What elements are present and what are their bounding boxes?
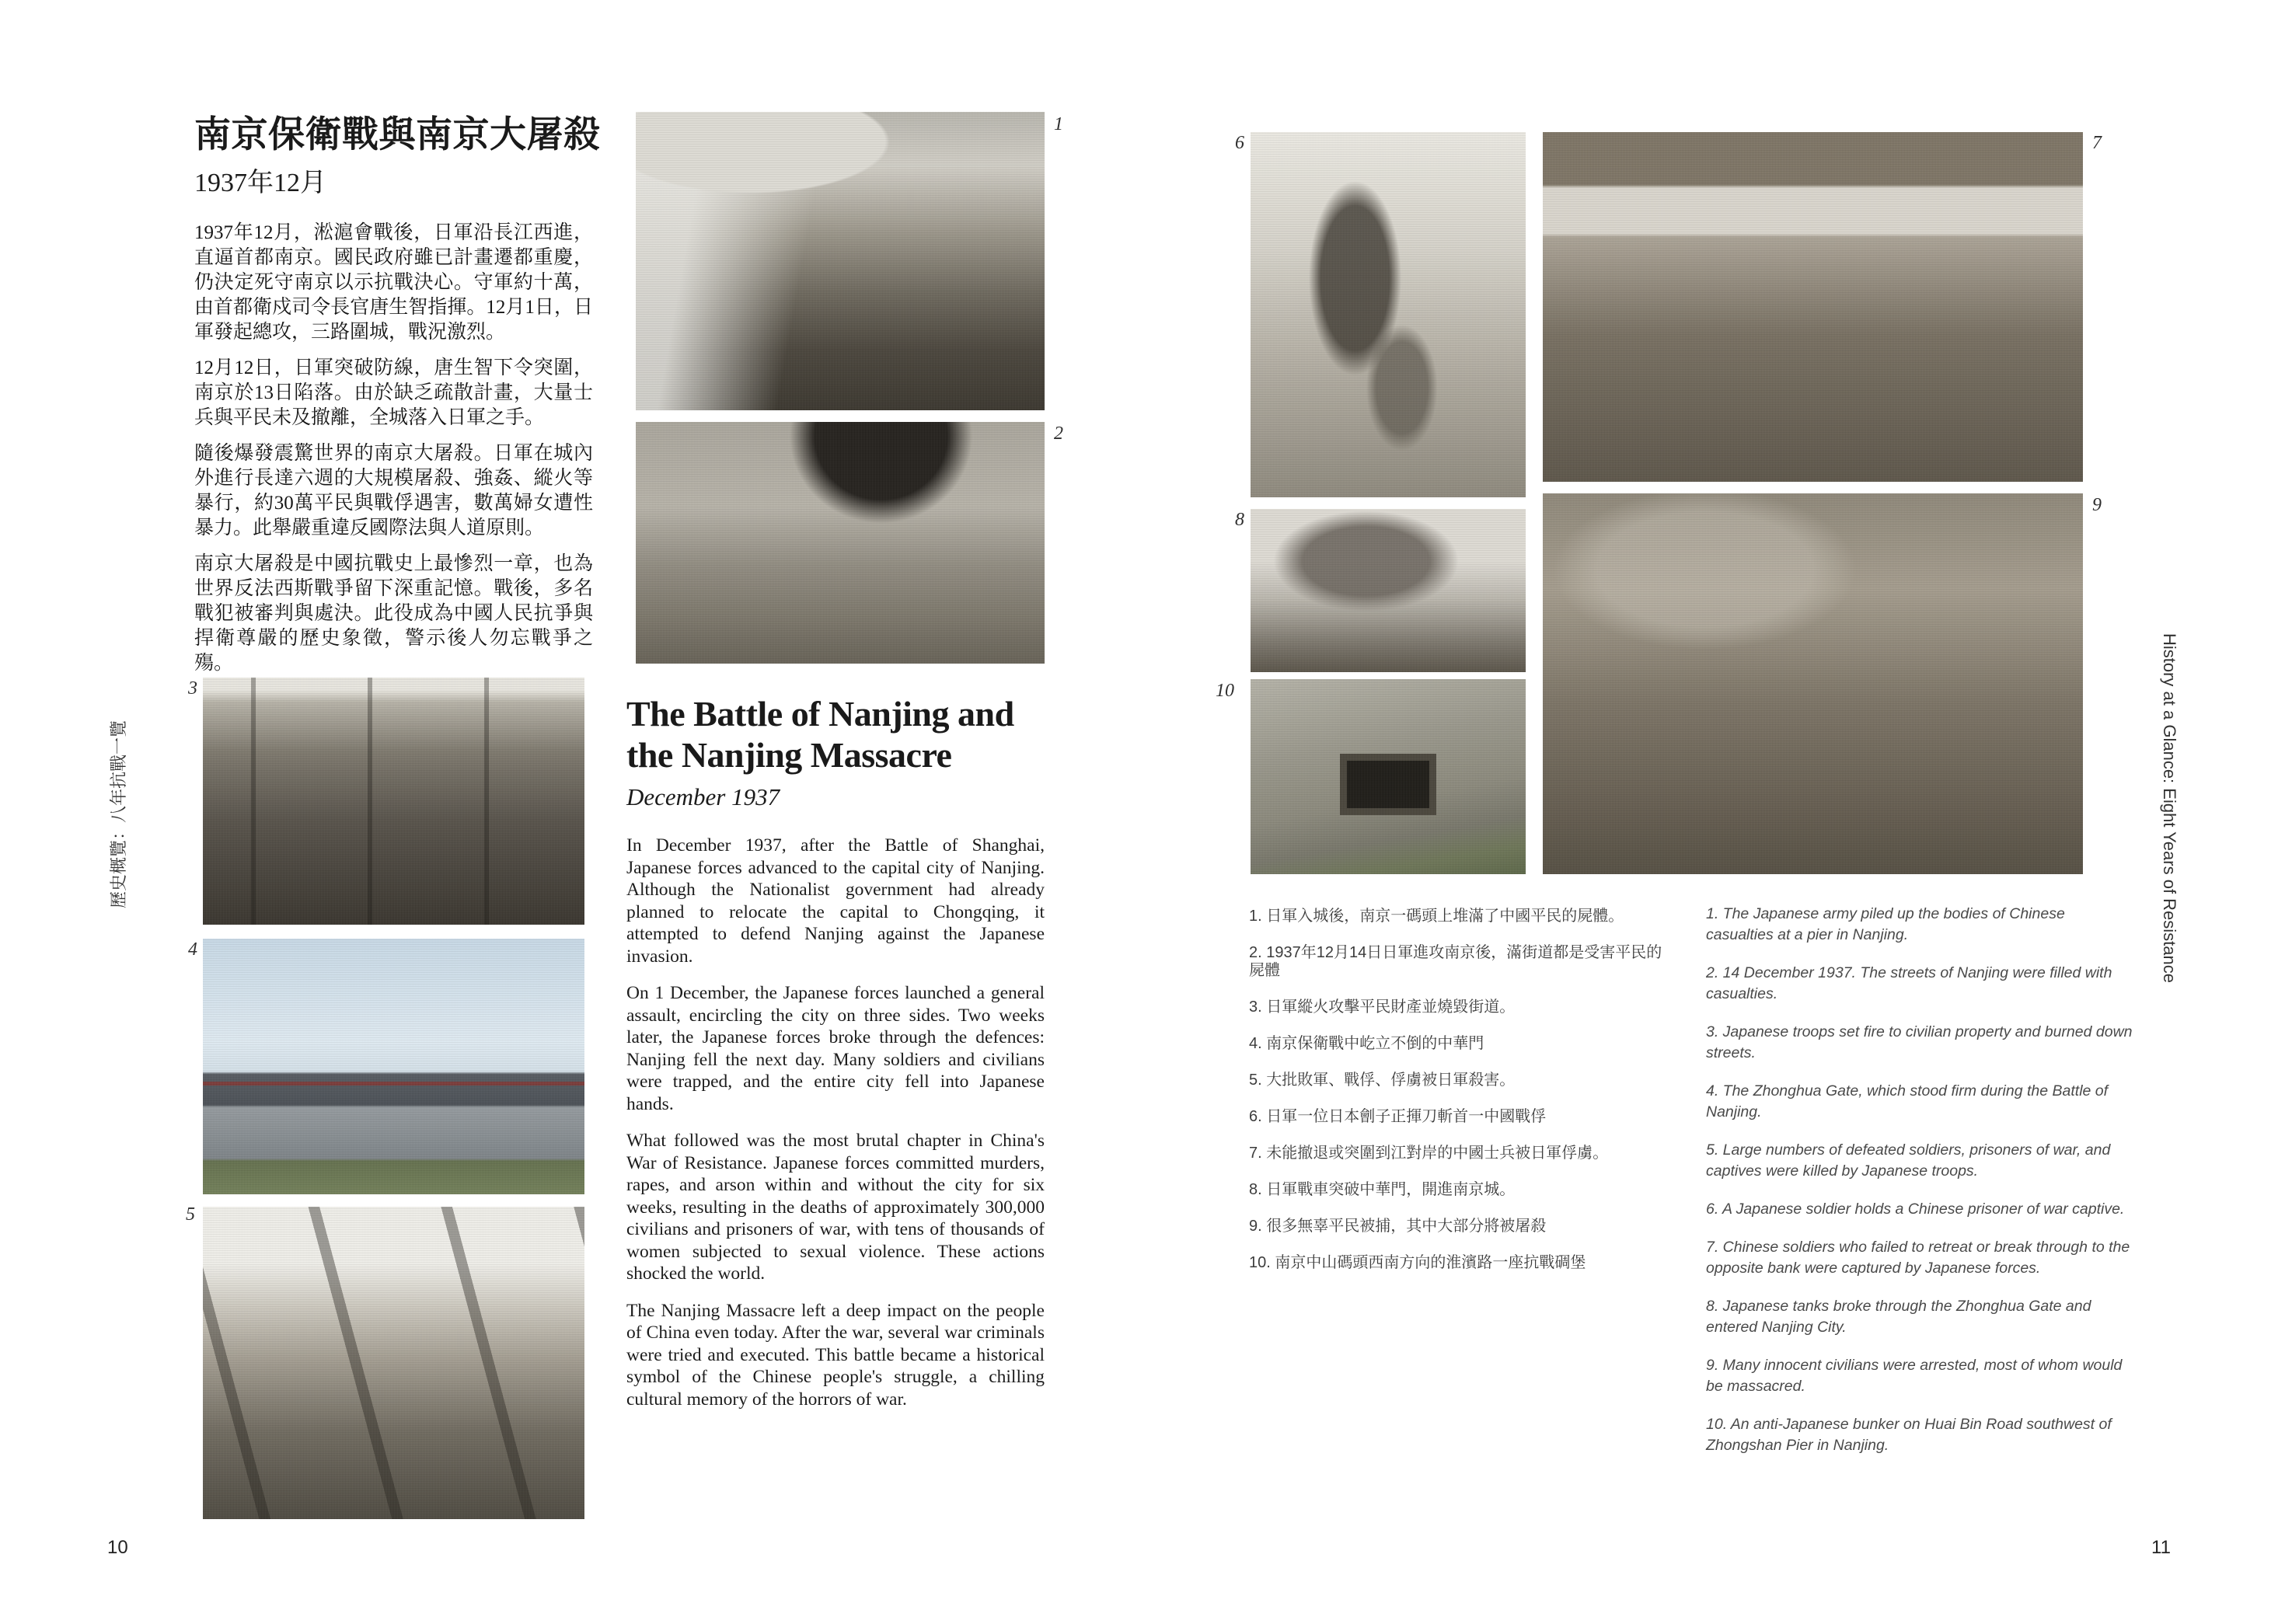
- caption-list-english: [1706, 904, 2135, 1473]
- caption-en: 1. The Japanese army piled up the bodies of Chinese casualties at a pier in Nanjing.: [1706, 905, 2065, 943]
- photo-9-arrested-civilians: [1543, 493, 2083, 874]
- caption-cn: 2. 1937年12月14日日軍進攻南京後，滿街道都是受害平民的屍體: [1249, 944, 1662, 979]
- photo-2-streets-casualties: [636, 422, 1045, 664]
- photo-1-pier-casualties: [636, 112, 1045, 410]
- photo-10-anti-japanese-bunker: [1251, 679, 1526, 874]
- caption-en: 2. 14 December 1937. The streets of Nanjing were filled with casualties.: [1706, 964, 2112, 1002]
- caption-en: 3. Japanese troops set fire to civilian property and burned down streets.: [1706, 1023, 2133, 1061]
- photo-label-10: 10: [1216, 681, 1234, 701]
- photo-3-burned-streets: [203, 678, 584, 925]
- en-paragraph: The Nanjing Massacre left a deep impact on the people of China even today. After the war, several war criminals were tried and executed. This battle became a historical symbol of the Chinese people's struggle, a chilling cultural memory of the horrors of war.: [626, 1300, 1045, 1410]
- chinese-article: [194, 115, 601, 687]
- cn-paragraph: 1937年12月，淞滬會戰後，日軍沿長江西進，直逼首都南京。國民政府雖已計畫遷都重慶，仍決定死守南京以示抗戰決心。守軍約十萬，由首都衛戍司令長官唐生智指揮。12月1日，日軍發起總攻，三路圍城，戰況激烈。: [194, 221, 593, 343]
- caption-en: 10. An anti-Japanese bunker on Huai Bin Road southwest of Zhongshan Pier in Nanjing.: [1706, 1416, 2112, 1454]
- photo-label-3: 3: [188, 678, 197, 699]
- photo-7-captured-soldiers-crowd: [1543, 132, 2083, 482]
- photo-label-4: 4: [188, 939, 197, 960]
- photo-8-tanks-through-gate: [1251, 509, 1526, 672]
- chinese-body: [194, 221, 593, 676]
- english-body: [626, 835, 1045, 1410]
- title-line-1: The Battle of Nanjing and: [626, 694, 1014, 734]
- caption-en: 9. Many innocent civilians were arrested, most of whom would be massacred.: [1706, 1357, 2123, 1395]
- cn-paragraph: 隨後爆發震驚世界的南京大屠殺。日軍在城內外進行長達六週的大規模屠殺、強姦、縱火等暴行，約30萬平民與戰俘遇害，數萬婦女遭性暴力。此舉嚴重違反國際法與人道原則。: [194, 442, 593, 538]
- caption-cn: 5. 大批敗軍、戰俘、俘虜被日軍殺害。: [1249, 1072, 1516, 1089]
- caption-en: 6. A Japanese soldier holds a Chinese prisoner of war captive.: [1706, 1201, 2125, 1218]
- photo-5-killed-prisoners: [203, 1207, 584, 1519]
- caption-en: 4. The Zhonghua Gate, which stood firm during the Battle of Nanjing.: [1706, 1082, 2109, 1120]
- caption-cn: 10. 南京中山碼頭西南方向的淮濱路一座抗戰碉堡: [1249, 1254, 1586, 1271]
- sidebar-vertical-right: History at a Glance: Eight Years of Resistance: [2160, 633, 2179, 983]
- caption-list-chinese: [1249, 908, 1675, 1291]
- en-paragraph: In December 1937, after the Battle of Shanghai, Japanese forces advanced to the capital city of Nanjing. Although the Nationalist government had already planned to relocate the capital to Chongqing, it attempted to defend Nanjing against the Japanese invasion.: [626, 835, 1045, 967]
- photo-label-7: 7: [2092, 133, 2102, 153]
- caption-en: 8. Japanese tanks broke through the Zhonghua Gate and entered Nanjing City.: [1706, 1298, 2091, 1336]
- title-line-2: the Nanjing Massacre: [626, 735, 952, 775]
- photo-label-2: 2: [1054, 423, 1063, 444]
- sidebar-vertical-left: 歷史概覽：八年抗戰一覽: [109, 720, 128, 909]
- en-paragraph: On 1 December, the Japanese forces launched a general assault, encircling the city on three sides. Two weeks later, the Japanese forces broke through the defences: Nanjing fell the next day. Many soldiers and civilians were trapped, and the entire city fell into Japanese hands.: [626, 983, 1045, 1114]
- caption-en: 5. Large numbers of defeated soldiers, prisoners of war, and captives were killed by Japanese troops.: [1706, 1141, 2111, 1180]
- page-number-left: 10: [107, 1537, 128, 1558]
- photo-label-5: 5: [186, 1204, 195, 1225]
- photo-label-9: 9: [2092, 495, 2102, 515]
- caption-cn: 6. 日軍一位日本劊子正揮刀斬首一中國戰俘: [1249, 1108, 1547, 1125]
- photo-label-6: 6: [1235, 133, 1244, 153]
- en-paragraph: What followed was the most brutal chapter in China's War of Resistance. Japanese forces committed murders, rapes, and arson within and without the city for six weeks, resulting in the deaths of approximately 300,000 civilians and prisoners of war, with tens of thousands of women subjected to sexual violence. These actions shocked the world.: [626, 1131, 1045, 1284]
- caption-en: 7. Chinese soldiers who failed to retreat or break through to the opposite bank were captured by Japanese forces.: [1706, 1239, 2130, 1277]
- english-article: [626, 693, 1045, 1425]
- article-title-chinese: 南京保衛戰與南京大屠殺: [194, 115, 601, 155]
- cn-paragraph: 12月12日，日軍突破防線，唐生智下令突圍，南京於13日陷落。由於缺乏疏散計畫，大量士兵與平民未及撤離，全城落入日軍之手。: [194, 357, 593, 428]
- article-subtitle-english: December 1937: [626, 783, 780, 810]
- article-title-english: [626, 693, 1045, 775]
- caption-cn: 4. 南京保衛戰中屹立不倒的中華門: [1249, 1035, 1484, 1052]
- caption-cn: 3. 日軍縱火攻擊平民財產並燒毀街道。: [1249, 998, 1516, 1016]
- article-subtitle-chinese: 1937年12月: [194, 168, 326, 197]
- caption-cn: 7. 未能撤退或突圍到江對岸的中國士兵被日軍俘虜。: [1249, 1145, 1609, 1162]
- caption-cn: 8. 日軍戰車突破中華門，開進南京城。: [1249, 1181, 1516, 1198]
- cn-paragraph: 南京大屠殺是中國抗戰史上最慘烈一章，也為世界反法西斯戰爭留下深重記憶。戰後，多名戰犯被審判與處決。此役成為中國人民抗爭與捍衛尊嚴的歷史象徵，警示後人勿忘戰爭之殤。: [194, 552, 593, 674]
- photo-label-8: 8: [1235, 510, 1244, 530]
- photo-label-1: 1: [1054, 114, 1063, 134]
- caption-cn: 9. 很多無辜平民被捕，其中大部分將被屠殺: [1249, 1218, 1547, 1235]
- page-number-right: 11: [2151, 1537, 2171, 1558]
- caption-cn: 1. 日軍入城後，南京一碼頭上堆滿了中國平民的屍體。: [1249, 908, 1624, 925]
- photo-4-zhonghua-gate: [203, 939, 584, 1194]
- photo-6-soldier-and-captive: [1251, 132, 1526, 497]
